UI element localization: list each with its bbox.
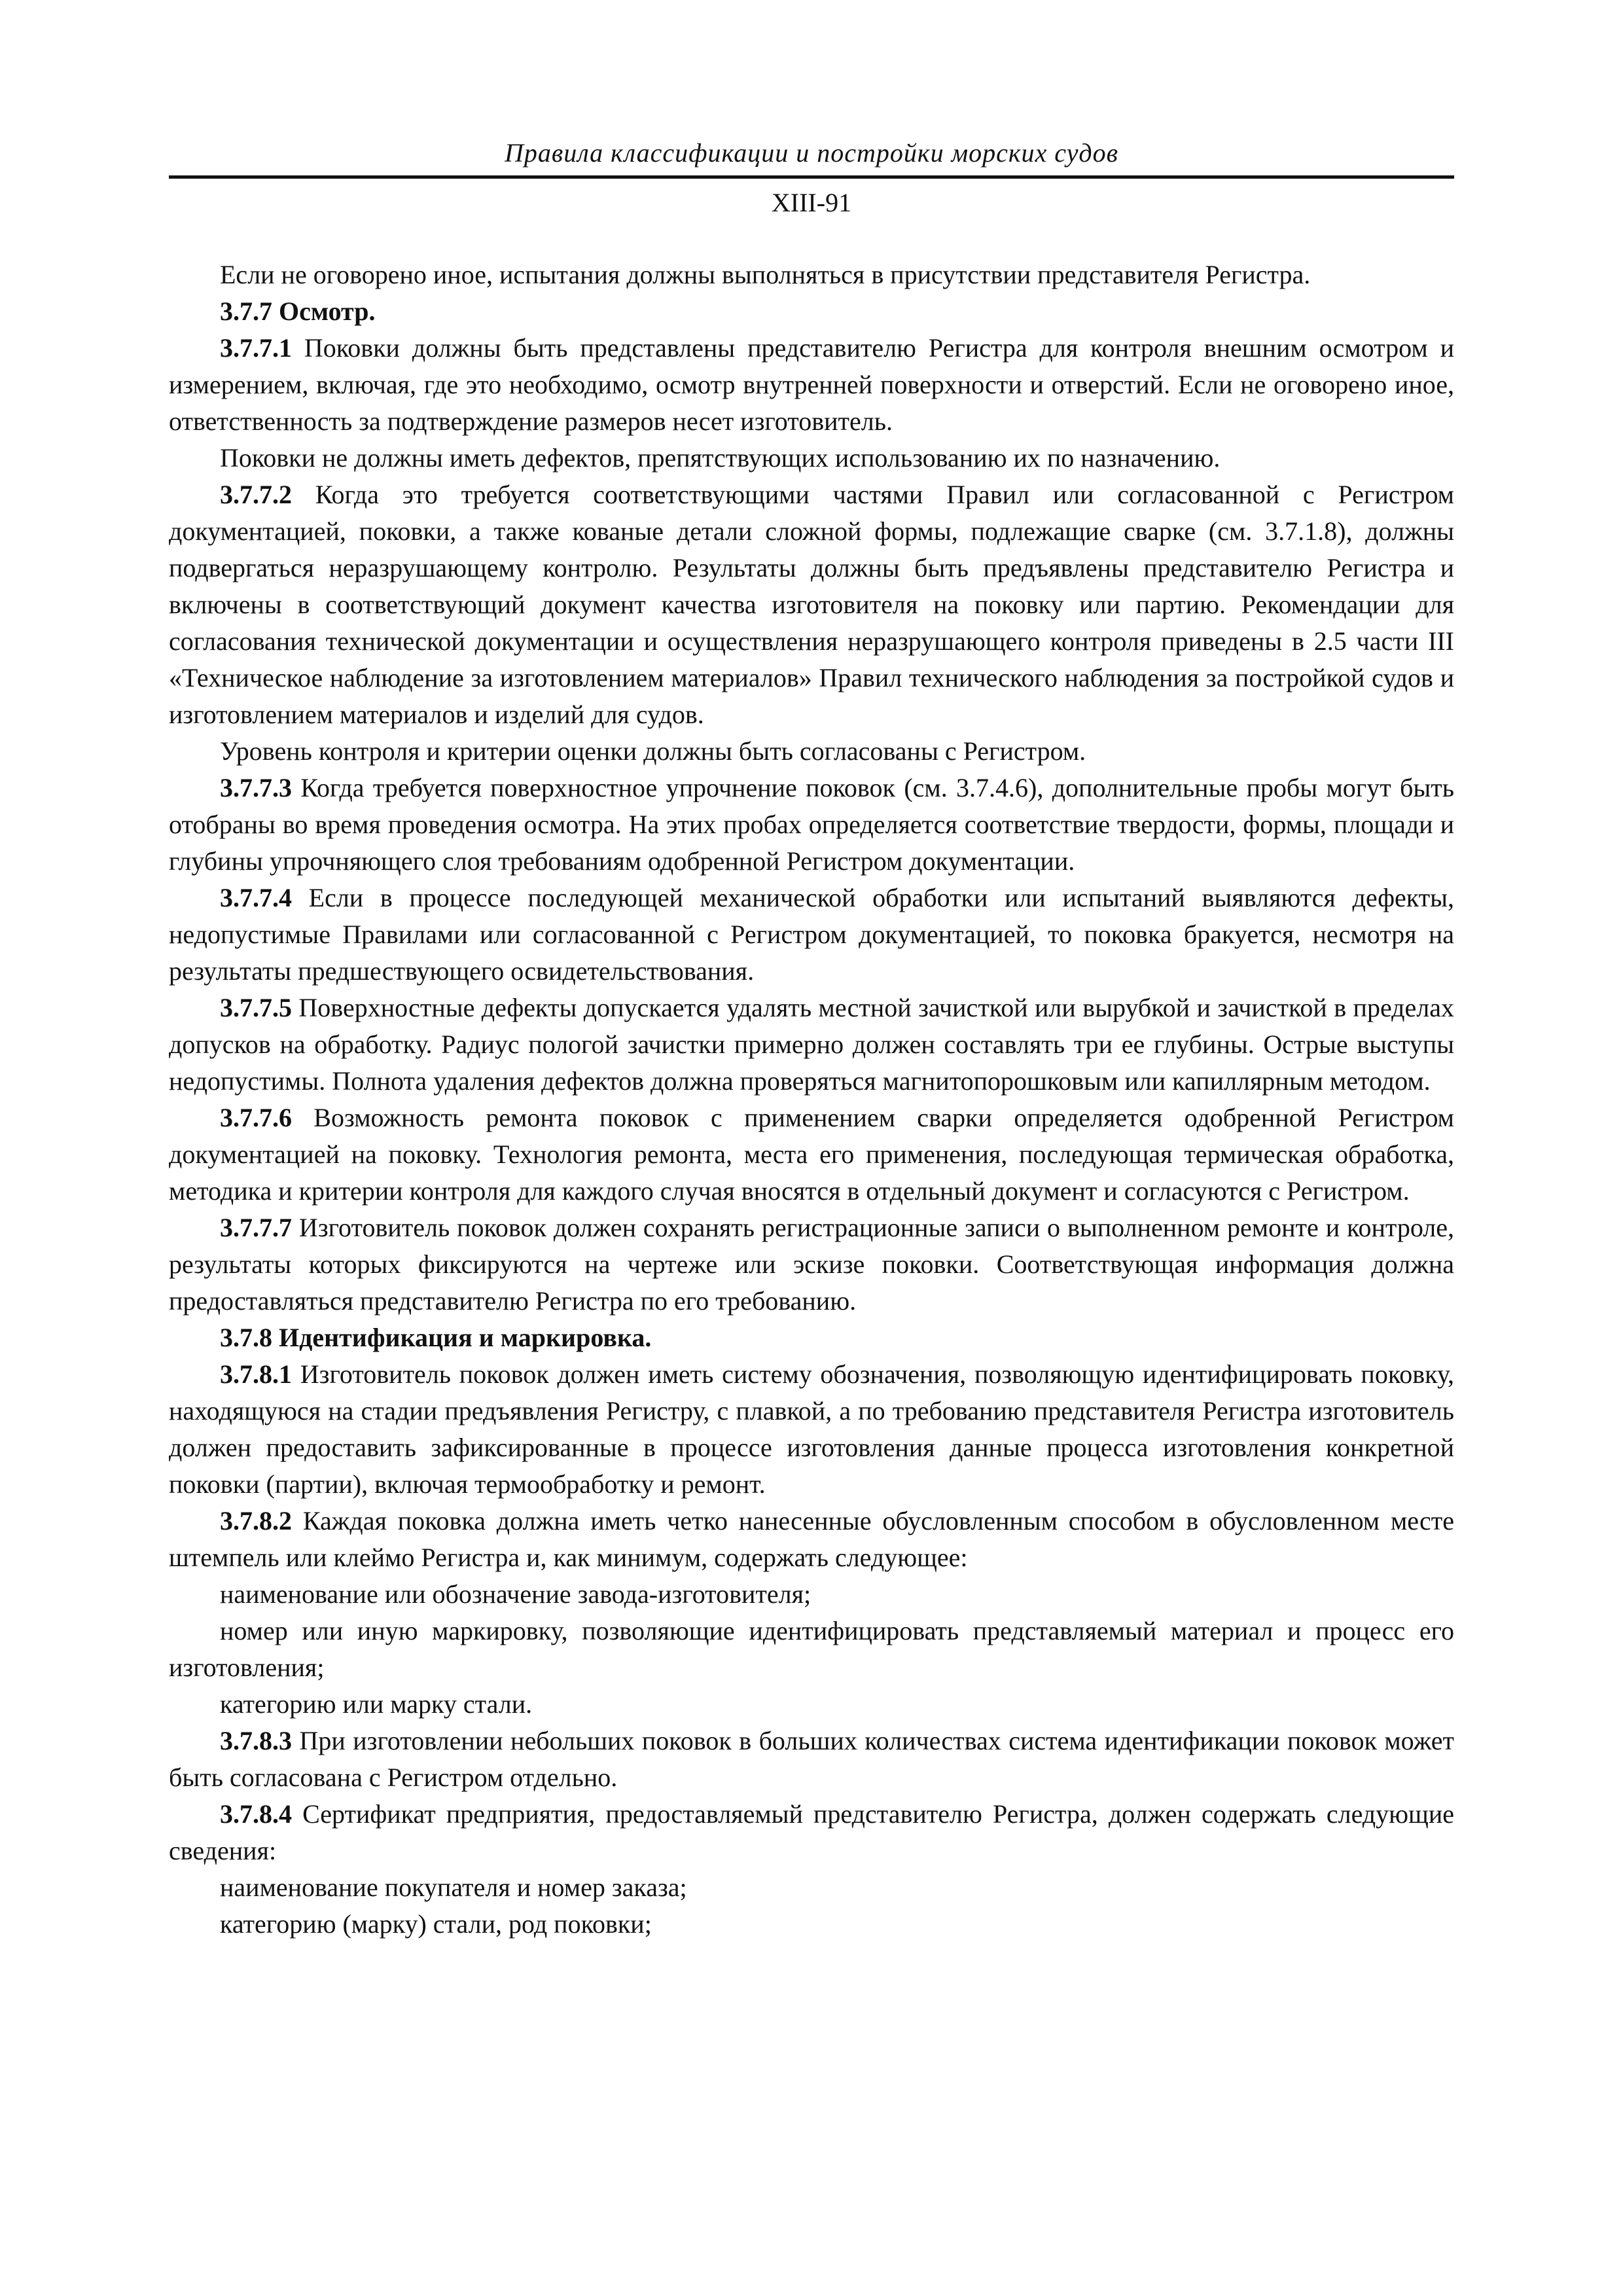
- numbered-paragraph: [169, 1356, 1454, 1503]
- running-header: Правила классификации и постройки морских судов: [504, 138, 1119, 168]
- clause-text: Изготовитель поковок должен иметь систему обозначения, позволяющую идентифицировать поковку, находящуюся на стадии предъявления Регистру, с плавкой, а по требованию представителя Регистра изготовитель должен предоставить зафиксированные в процессе изготовления данные процесса изготовления конкретной поковки (партии), включая термообработку и ремонт.: [169, 1359, 1454, 1499]
- clause-text: Поковки должны быть представлены представителю Регистра для контроля внешним осмотром и измерением, включая, где это необходимо, осмотр внутренней поверхности и отверстий. Если не оговорено иное, ответственность за подтверждение размеров несет изготовитель.: [169, 333, 1454, 436]
- numbered-paragraph: [169, 476, 1454, 733]
- numbered-paragraph: [169, 990, 1454, 1100]
- clause-text: Если в процессе последующей механической обработки или испытаний выявляются дефекты, недопустимые Правилами или согласованной с Регистром документацией, то поковка бракуется, несмотря на результаты предшествующего освидетельствования.: [169, 883, 1454, 986]
- numbered-paragraph: [169, 1503, 1454, 1576]
- clause-number: 3.7.7.1: [220, 333, 292, 363]
- numbered-paragraph: [169, 770, 1454, 880]
- paragraph: Поковки не должны иметь дефектов, препятствующих использованию их по назначению.: [220, 443, 1221, 473]
- page-number: XIII-91: [771, 188, 852, 217]
- paragraph: Если не оговорено иное, испытания должны выполняться в присутствии представителя Регистра.: [220, 260, 1311, 289]
- numbered-paragraph: [169, 1210, 1454, 1319]
- section-heading: [169, 293, 1454, 330]
- clause-number: 3.7.7.7: [220, 1213, 292, 1242]
- paragraph: категорию (марку) стали, род поковки;: [220, 1909, 652, 1939]
- clause-text: Поверхностные дефекты допускается удалять местной зачисткой или вырубкой и зачисткой в пределах допусков на обработку. Радиус пологой зачистки примерно должен составлять три ее глубины. Острые выступы недопустимы. Полнота удаления дефектов должна проверяться магнитопорошковым или капиллярным методом.: [169, 993, 1454, 1096]
- clause-text: Когда требуется поверхностное упрочнение поковок (см. 3.7.4.6), дополнительные пробы могут быть отобраны во время проведения осмотра. На этих пробах определяется соответствие твердости, формы, площади и глубины упрочняющего слоя требованиям одобренной Регистром документации.: [169, 773, 1454, 876]
- clause-number: 3.7.8.2: [220, 1506, 292, 1535]
- clause-number: 3.7.7.4: [220, 883, 292, 912]
- section-title: Осмотр.: [272, 296, 376, 326]
- clause-number: 3.7.7.2: [220, 480, 292, 509]
- clause-text: Изготовитель поковок должен сохранять регистрационные записи о выполненном ремонте и контроле, результаты которых фиксируются на чертеже или эскизе поковки. Соответствующая информация должна предоставляться представителю Регистра по его требованию.: [169, 1213, 1454, 1316]
- section-number: 3.7.7: [220, 296, 272, 326]
- paragraph: категорию или марку стали.: [220, 1689, 533, 1719]
- numbered-paragraph: [169, 1100, 1454, 1210]
- clause-number: 3.7.7.6: [220, 1103, 292, 1132]
- clause-number: 3.7.8.4: [220, 1799, 292, 1829]
- paragraph: номер или иную маркировку, позволяющие идентифицировать представляемый материал и процесс его изготовления;: [169, 1616, 1454, 1682]
- paragraph: наименование или обозначение завода-изготовителя;: [220, 1579, 812, 1609]
- numbered-paragraph: [169, 1796, 1454, 1869]
- clause-number: 3.7.8.3: [220, 1726, 292, 1755]
- header-rule: [169, 175, 1454, 179]
- document-body: [169, 257, 1454, 1943]
- clause-text: Каждая поковка должна иметь четко нанесенные обусловленным способом в обусловленном месте штемпель или клеймо Регистра и, как минимум, содержать следующее:: [169, 1506, 1454, 1572]
- section-title: Идентификация и маркировка.: [272, 1323, 652, 1352]
- paragraph: Уровень контроля и критерии оценки должны быть согласованы с Регистром.: [220, 736, 1086, 766]
- clause-number: 3.7.8.1: [220, 1359, 292, 1389]
- numbered-paragraph: [169, 1723, 1454, 1796]
- numbered-paragraph: [169, 330, 1454, 440]
- numbered-paragraph: [169, 880, 1454, 990]
- clause-text: Когда это требуется соответствующими частями Правил или согласованной с Регистром документацией, поковки, а также кованые детали сложной формы, подлежащие сварке (см. 3.7.1.8), должны подвергаться неразрушающему контролю. Результаты должны быть предъявлены представителю Регистра и включены в соответствующий документ качества изготовителя на поковку или партию. Рекомендации для согласования технической документации и осуществления неразрушающего контроля приведены в 2.5 части III «Техническое наблюдение за изготовлением материалов» Правил технического наблюдения за постройкой судов и изготовлением материалов и изделий для судов.: [169, 480, 1454, 729]
- section-heading: [169, 1319, 1454, 1356]
- clause-number: 3.7.7.3: [220, 773, 292, 802]
- clause-text: Возможность ремонта поковок с применением сварки определяется одобренной Регистром документацией на поковку. Технология ремонта, места его применения, последующая термическая обработка, методика и критерии контроля для каждого случая вносятся в отдельный документ и согласуются с Регистром.: [169, 1103, 1454, 1206]
- clause-text: Сертификат предприятия, предоставляемый представителю Регистра, должен содержать следующие сведения:: [169, 1799, 1454, 1865]
- clause-number: 3.7.7.5: [220, 993, 292, 1022]
- section-number: 3.7.8: [220, 1323, 272, 1352]
- clause-text: При изготовлении небольших поковок в больших количествах система идентификации поковок может быть согласована с Регистром отдельно.: [169, 1726, 1454, 1792]
- paragraph: наименование покупателя и номер заказа;: [220, 1873, 687, 1902]
